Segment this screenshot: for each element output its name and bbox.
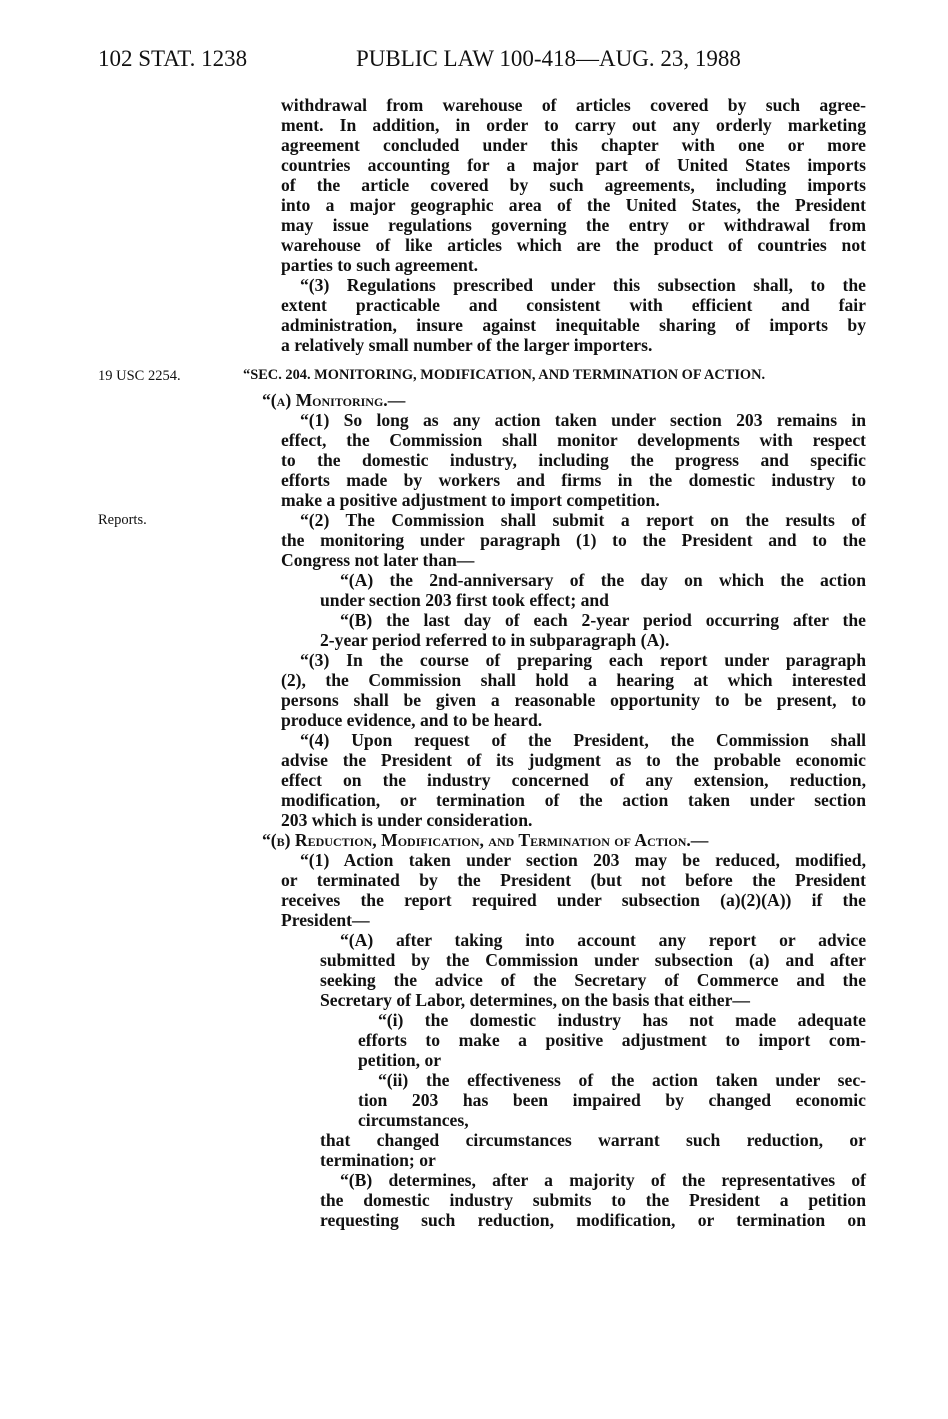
text-line: “(1) So long as any action taken under section 203 remains in (300, 410, 866, 430)
section-heading: “SEC. 204. MONITORING, MODIFICATION, AND TERMINATION OF ACTION. (243, 367, 766, 383)
text-line: extent practicable and consistent with efficient and fair (281, 295, 866, 315)
text-line: may issue regulations governing the entry or withdrawal from (281, 215, 866, 235)
text-line: “(ii) the effectiveness of the action taken under sec- (378, 1070, 866, 1090)
text-line: administration, insure against inequitable sharing of imports by (281, 315, 866, 335)
text-line: agreement concluded under this chapter with one or more (281, 135, 866, 155)
text-line: receives the report required under subsection (a)(2)(A)) if the (281, 890, 866, 910)
page-reference: 102 STAT. 1238 (98, 46, 248, 71)
text-line: effect on the industry concerned of any extension, reduction, (281, 770, 866, 790)
text-line: 203 which is under consideration. (281, 810, 533, 830)
text-line: persons shall be given a reasonable opportunity to be present, to (281, 690, 866, 710)
text-line: “(A) the 2nd-anniversary of the day on which the action (340, 570, 866, 590)
text-line: “(4) Upon request of the President, the Commission shall (300, 730, 866, 750)
law-title: PUBLIC LAW 100-418—AUG. 23, 1988 (356, 46, 741, 71)
text-line: “(1) Action taken under section 203 may be reduced, modified, (300, 850, 866, 870)
text-line: of the article covered by such agreements, including imports (281, 175, 866, 195)
text-line: advise the President of its judgment as to the probable economic (281, 750, 866, 770)
text-line: Congress not later than— (281, 550, 475, 570)
text-line: “(B) the last day of each 2-year period occurring after the (340, 610, 866, 630)
text-line: submitted by the Commission under subsection (a) and after (320, 950, 866, 970)
text-line: “(3) In the course of preparing each report under paragraph (300, 650, 866, 670)
text-line: or terminated by the President (but not before the President (281, 870, 866, 890)
text-line: petition, or (358, 1050, 442, 1070)
text-line: “(A) after taking into account any report or advice (340, 930, 866, 950)
text-line: efforts made by workers and firms in the domestic industry to (281, 470, 866, 490)
text-line: 2-year period referred to in subparagraph (A). (320, 630, 670, 650)
text-line: parties to such agreement. (281, 255, 479, 275)
text-line: termination; or (320, 1150, 436, 1170)
margin-note-reports: Reports. (98, 512, 147, 528)
text-line: countries accounting for a major part of United States imports (281, 155, 866, 175)
text-line: withdrawal from warehouse of articles covered by such agree- (281, 95, 866, 115)
text-line: efforts to make a positive adjustment to import com- (358, 1030, 866, 1050)
text-line: effect, the Commission shall monitor developments with respect (281, 430, 866, 450)
text-line: tion 203 has been impaired by changed economic (358, 1090, 866, 1110)
text-line: a relatively small number of the larger importers. (281, 335, 653, 355)
text-line: “(B) determines, after a majority of the representatives of (340, 1170, 866, 1190)
text-line: the monitoring under paragraph (1) to the President and to the (281, 530, 866, 550)
text-line: President— (281, 910, 370, 930)
text-line: make a positive adjustment to import competition. (281, 490, 660, 510)
text-line: (2), the Commission shall hold a hearing at which interested (281, 670, 866, 690)
text-line: “(3) Regulations prescribed under this subsection shall, to the (300, 275, 866, 295)
text-line: Secretary of Labor, determines, on the basis that either— (320, 990, 751, 1010)
text-line: produce evidence, and to be heard. (281, 710, 543, 730)
subsection-heading: “(a) Monitoring.— (262, 390, 406, 410)
text-line: to the domestic industry, including the progress and specific (281, 450, 866, 470)
text-line: into a major geographic area of the United States, the President (281, 195, 866, 215)
subsection-heading: “(b) Reduction, Modification, and Termination of Action.— (262, 830, 709, 850)
text-line: “(i) the domestic industry has not made adequate (378, 1010, 866, 1030)
text-line: warehouse of like articles which are the product of countries not (281, 235, 866, 255)
text-line: ment. In addition, in order to carry out any orderly marketing (281, 115, 866, 135)
margin-note-usc-citation: 19 USC 2254. (98, 368, 181, 384)
text-line: seeking the advice of the Secretary of Commerce and the (320, 970, 866, 990)
text-line: under section 203 first took effect; and (320, 590, 609, 610)
text-line: requesting such reduction, modification, or termination on (320, 1210, 866, 1230)
text-line: modification, or termination of the action taken under section (281, 790, 866, 810)
text-line: the domestic industry submits to the President a petition (320, 1190, 866, 1210)
text-line: circumstances, (358, 1110, 469, 1130)
text-line: “(2) The Commission shall submit a report on the results of (300, 510, 866, 530)
text-line: that changed circumstances warrant such reduction, or (320, 1130, 866, 1150)
page-header (98, 46, 868, 76)
